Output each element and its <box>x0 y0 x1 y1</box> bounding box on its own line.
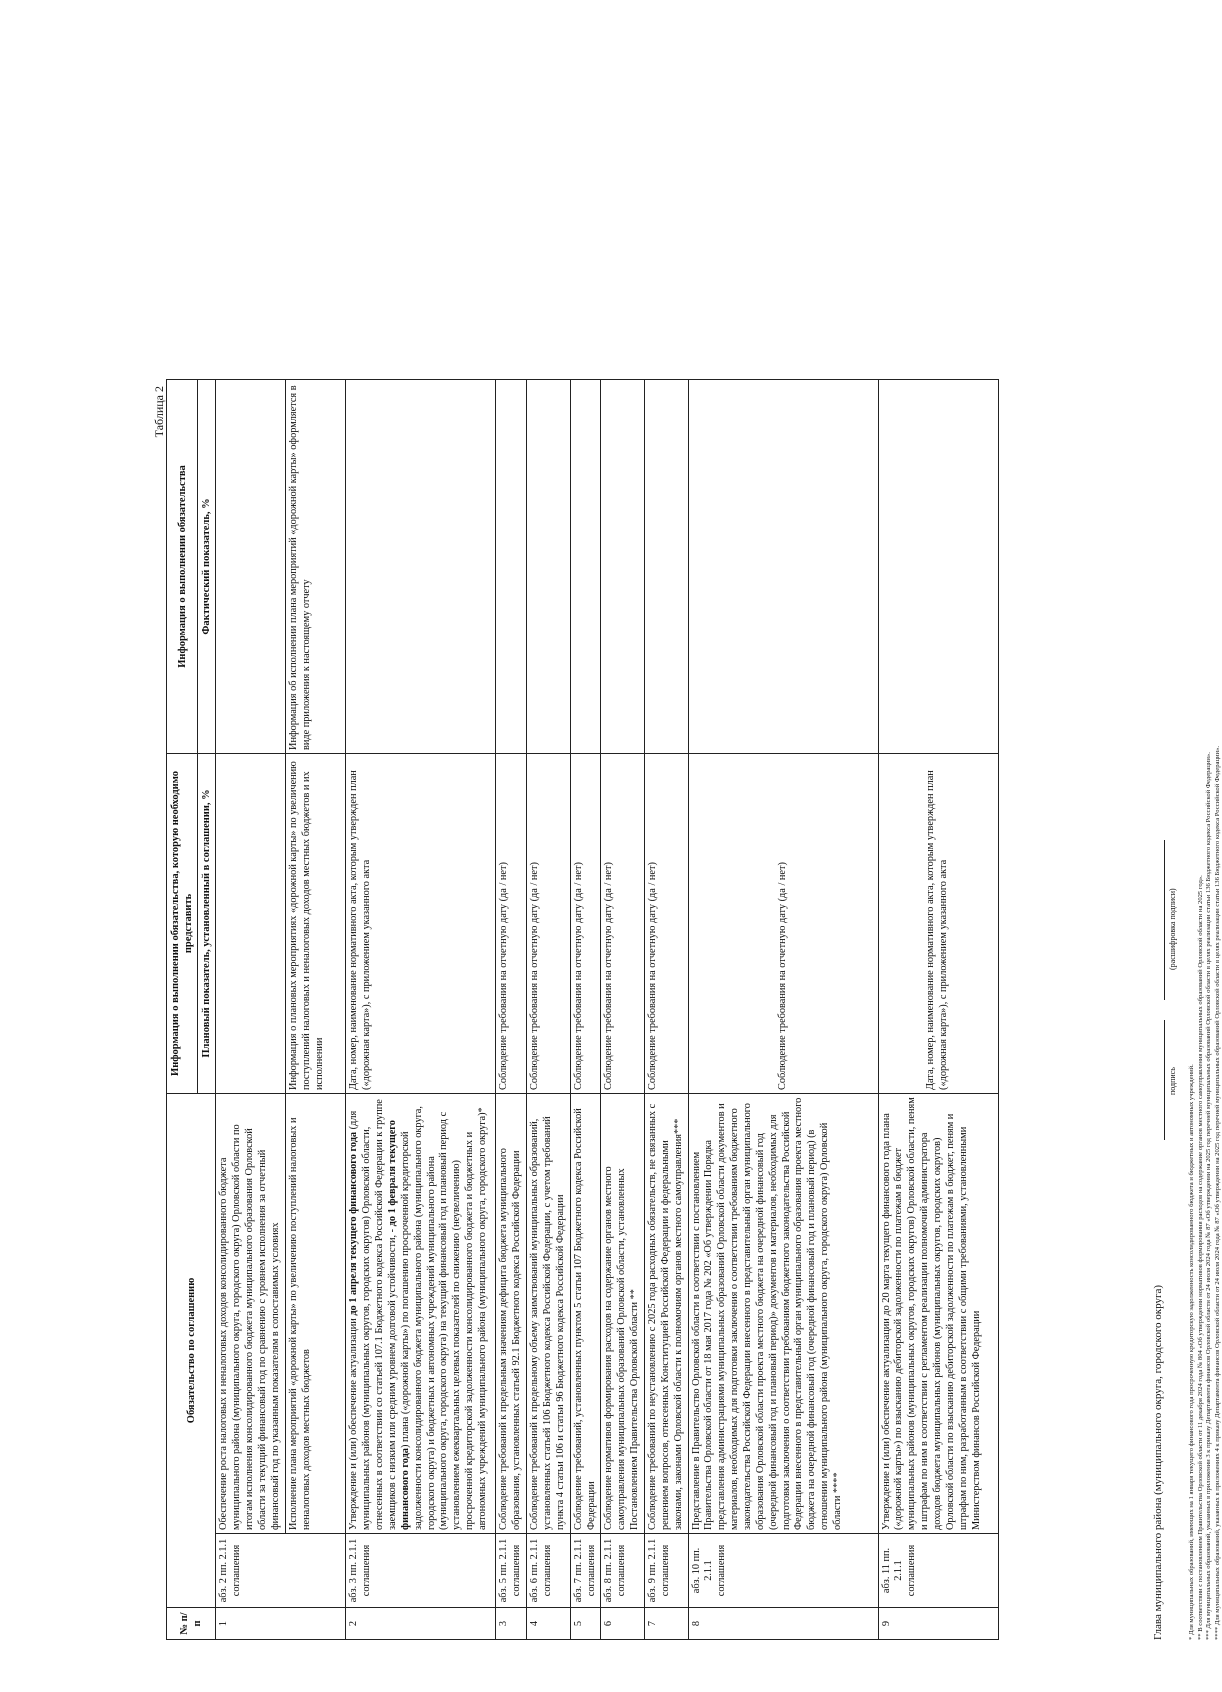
header-plan: Плановый показатель, установленный в соглашении, % <box>198 753 216 1093</box>
row-obligation: Представление в Правительство Орловской области в соответствии с постановлением Правительства Орловской области от 18 мая 2017 года № 202 «Об утверждении Порядка представления администрациями муниципальных образований Орловской области документов и материалов, необходимых для подготовки заключения о соответствии требованиям бюджетного законодательства Российской Федерации внесенного в представительный орган муниципального образования Орловской области проекта местного бюджета на очередной финансовый год (очередной финансовый год и плановый период)» документов и материалов, необходимых для подготовки заключения о соответствии требованиям бюджетного законодательства Российской Федерации внесенного в представительный орган муниципального образования проекта местного бюджета на очередной финансовый год (очередной финансовый год и плановый период) (в отношении муниципального района (муниципального округа, городского округа) Орловской области **** <box>688 1093 878 1533</box>
header-row <box>167 379 198 1639</box>
row-obligation: Обеспечение роста налоговых и неналоговых доходов консолидированного бюджета муниципального района (муниципального округа, городского округа) Орловской области по итогам исполнения консолидированного бюджета муниципального образования Орловской области за текущий финансовый год по сравнению с уровнем исполнения за отчетный финансовый год по указанным показателям в сопоставимых условиях <box>216 1093 286 1533</box>
row-provide: Соблюдение требования на отчетную дату (да / нет) <box>496 753 527 1093</box>
header-info-exec: Информация о выполнении обязательства <box>167 379 198 753</box>
footnote: ** В соответствии с постановлением Правительства Орловской области от 11 декабря 2024 года № 804 «Об утверждении нормативов формирования расходов на содержание органов местного самоуправления муниципальных образований Орловской области на 2025 год». <box>1196 875 1204 1640</box>
row-provide: Информация о плановых мероприятиях «дорожной карты» по увеличению поступлений налоговых и неналоговых доходов местных бюджетов и их исполнении <box>286 753 346 1093</box>
row-obligation: Исполнение плана мероприятий «дорожной карты» по увеличению поступлений налоговых и неналоговых доходов местных бюджетов <box>286 1093 346 1533</box>
row-obligation: Соблюдение требований по неустановлению с 2025 года расходных обязательств, не связанных с решением вопросов, отнесенных Конституцией Российской Федерации и федеральными законами, законами Орловской области к полномочиям органов местного самоуправления*** <box>644 1093 688 1533</box>
row-obligation <box>346 1093 496 1533</box>
row-provide: Соблюдение требования на отчетную дату (да / нет) <box>570 753 601 1093</box>
row-obligation: Соблюдение нормативов формирования расходов на содержание органов местного самоуправления муниципальных образований Орловской области, установленных Постановлением Правительства Орловской области ** <box>601 1093 645 1533</box>
row-info <box>688 379 878 753</box>
row-number: 8 <box>688 1608 878 1640</box>
header-obligation: Обязательство по соглашению <box>167 1093 216 1607</box>
row-reference: абз. 10 пп. 2.1.1 соглашения <box>688 1534 878 1608</box>
row-number: 4 <box>527 1608 571 1640</box>
row-number: 3 <box>496 1608 527 1640</box>
row-info <box>601 379 645 753</box>
row-provide: Дата, номер, наименование нормативного акта, которым утвержден план («дорожная карта»), с приложением указанного акта <box>346 753 496 1093</box>
table-row <box>346 379 496 1639</box>
row-number: 1 <box>216 1608 346 1640</box>
row-info <box>878 379 998 753</box>
row-number: 2 <box>346 1608 496 1640</box>
footnote: * Для муниципальных образований, имеющих на 1 января текущего финансового года просроченную кредиторскую задолженность консолидированного бюджета и бюджетных и автономных учреждений. <box>1188 1064 1195 1640</box>
row-provide <box>216 753 286 1093</box>
signature-label: подпись <box>1168 1067 1177 1095</box>
row-obligation: Соблюдение требований, установленных пунктом 5 статьи 107 Бюджетного кодекса Российской Федерации <box>570 1093 601 1533</box>
signature-line <box>1164 1020 1165 1140</box>
row-reference: абз. 2 пп. 2.1.1 соглашения <box>216 1534 346 1608</box>
obligation-text-part: Утверждение и (или) обеспечение актуализации <box>348 1315 360 1530</box>
row-provide: Соблюдение требования на отчетную дату (да / нет) <box>601 753 645 1093</box>
footnotes <box>1188 380 1222 1640</box>
table-row <box>496 379 527 1639</box>
table-row <box>286 379 346 1639</box>
row-info <box>346 379 496 753</box>
obligations-table <box>166 379 999 1640</box>
table-row <box>688 379 878 1639</box>
row-provide: Соблюдение требования на отчетную дату (да / нет) <box>644 753 688 1093</box>
header-num: № п/п <box>167 1608 216 1640</box>
row-info <box>216 379 286 753</box>
header-info-provide: Информация о выполнении обязательства, которую необходимо представить <box>167 753 198 1093</box>
row-number: 6 <box>601 1608 645 1640</box>
obligation-text-part: ) плана («дорожной карты») по погашению просроченной кредиторской задолженности консолидированного бюджета муниципального района (муниципального округа, городского округа) и бюджетных и автономных учреждений муниципального района (муниципального округа, городского округа) на текущий финансовый год и плановый период с установлением ежеквартальных целевых показателей по снижению (неувеличению) просроченной кредиторской задолженности консолидированного бюджета и бюджетных и автономных учреждений муниципального района (муниципального округа, городского округа)* <box>399 1106 488 1530</box>
obligation-text-part: (для муниципальных районов (муниципальных округов, городских округов) Орловской области, отнесенных в соответствии со статьей 107.1 Бюджетного кодекса Российской Федерации к группе заемщиков с низким или средним уровнем долговой устойчивости, - <box>348 1099 398 1530</box>
table-caption: Таблица 2 <box>152 386 166 438</box>
rotated-document-page <box>152 380 1221 1640</box>
footnote: **** Для муниципальных образований, указанных в приложениях 4 к приказу Департамента финансов Орловской области от 24 июля 2024 года № 87 «Об утверждении на 2025 год перечней муниципальных образований Орловской области в целях реализации статьи 136 Бюджетного кодекса Российской Федерации». <box>1213 746 1221 1640</box>
obligation-deadline: до 1 апреля текущего финансового года <box>348 1131 360 1316</box>
footnote: *** Для муниципальных образований, указанных в приложении 3 к приказу Департамента финансов Орловской области от 24 июля 2024 года № 87 «Об утверждении на 2025 год перечней муниципальных образований Орловской области в целях реализации статьи 136 Бюджетного кодекса Российской Федерации». <box>1205 752 1213 1640</box>
row-reference: абз. 9 пп. 2.1.1 соглашения <box>644 1534 688 1608</box>
row-reference: абз. 11 пп. 2.1.1 соглашения <box>878 1534 998 1608</box>
row-provide: Дата, номер, наименование нормативного акта, которым утвержден план («дорожная карта»), с приложением указанного акта <box>878 753 998 1093</box>
row-info: Информация об исполнении плана мероприятий «дорожной карты» оформляется в виде приложения к настоящему отчету <box>286 379 346 753</box>
row-info <box>496 379 527 753</box>
row-obligation: Утверждение и (или) обеспечение актуализации до 20 марта текущего финансового года плана («дорожной карты») по взысканию дебиторской задолженности по платежам в бюджет муниципальных районов (муниципальных округов, городских округов) Орловской области, пеням и штрафам по ним в соответствии с регламентом реализации полномочий администратора доходов бюджета муниципальных районов (муниципальных округов, городских округов) Орловской области по взысканию дебиторской задолженности по платежам в бюджет, пеням и штрафам по ним, разработанным в соответствии с общими требованиями, установленными Министерством финансов Российской Федерации <box>878 1093 998 1533</box>
row-reference: абз. 3 пп. 2.1.1 соглашения <box>346 1534 496 1608</box>
row-info <box>570 379 601 753</box>
table-row <box>570 379 601 1639</box>
table-row <box>216 379 286 1639</box>
table-row <box>527 379 571 1639</box>
decode-line <box>1164 840 1165 1000</box>
row-obligation: Соблюдение требований к предельным значениям дефицита бюджета муниципального образования, установленных статьей 92.1 Бюджетного кодекса Российской Федерации <box>496 1093 527 1533</box>
table-row <box>644 379 688 1639</box>
table-row <box>878 379 998 1639</box>
row-reference: абз. 8 пп. 2.1.1 соглашения <box>601 1534 645 1608</box>
row-number: 5 <box>570 1608 601 1640</box>
row-reference: абз. 5 пп. 2.1.1 соглашения <box>496 1534 527 1608</box>
row-reference: абз. 6 пп. 2.1.1 соглашения <box>527 1534 571 1608</box>
row-reference: абз. 7 пп. 2.1.1 соглашения <box>570 1534 601 1608</box>
row-obligation: Соблюдение требований к предельному объему заимствований муниципальных образований, установленных статьей 106 Бюджетного кодекса Российской Федерации, с учетом требований пункта 4 статьи 106 и статьи 96 Бюджетного кодекса Российской Федерации <box>527 1093 571 1533</box>
row-provide: Соблюдение требования на отчетную дату (да / нет) <box>527 753 571 1093</box>
decode-label: (расшифровка подписи) <box>1168 888 1177 970</box>
row-provide: Соблюдение требования на отчетную дату (да / нет) <box>688 753 878 1093</box>
row-info <box>527 379 571 753</box>
signature-block <box>1152 380 1177 1640</box>
row-number: 7 <box>644 1608 688 1640</box>
row-number: 9 <box>878 1608 998 1640</box>
signature-title: Глава муниципального района (муниципального округа, городского округа) <box>1152 1284 1164 1640</box>
obligation-deadline: до 1 февраля текущего финансового года <box>386 1120 411 1530</box>
header-fact: Фактический показатель, % <box>198 379 216 753</box>
row-info <box>644 379 688 753</box>
table-row <box>601 379 645 1639</box>
